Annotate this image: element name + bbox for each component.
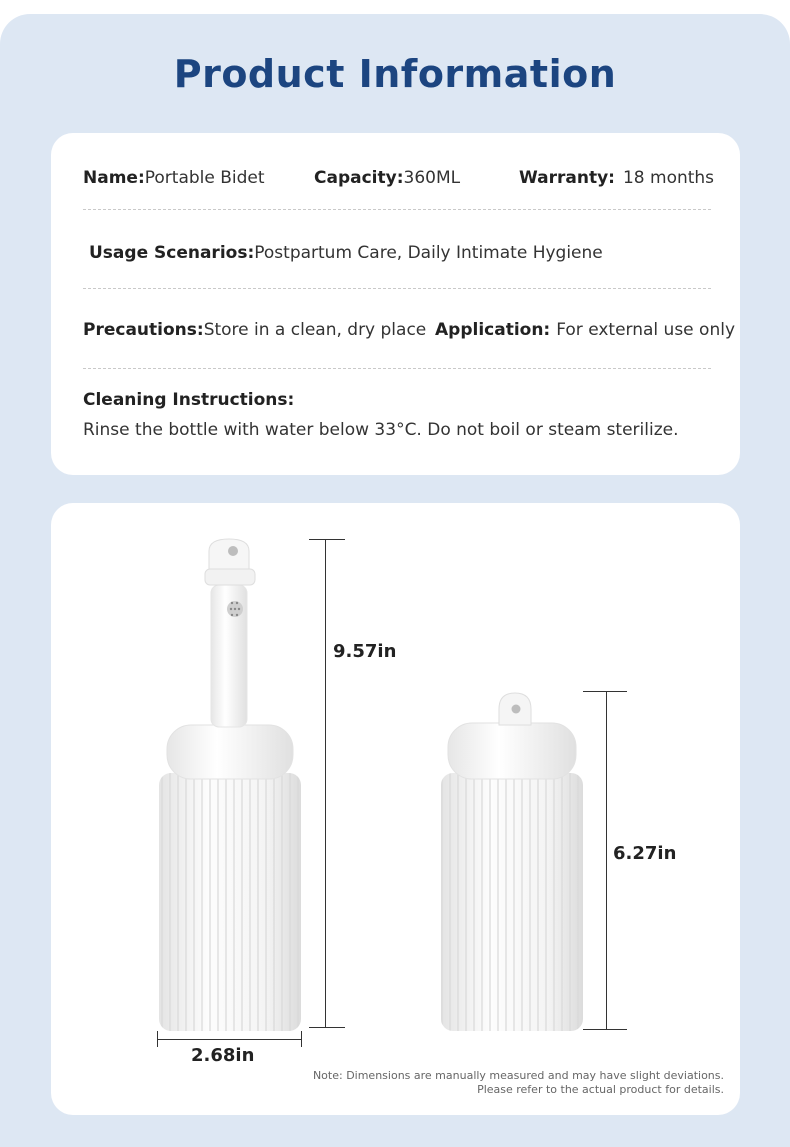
warranty-label: Warranty: xyxy=(519,168,615,188)
spec-name xyxy=(83,168,265,188)
dimension-tick xyxy=(301,1031,302,1047)
extended-height-label: 9.57in xyxy=(333,641,397,662)
name-value: Portable Bidet xyxy=(144,168,265,188)
spec-usage xyxy=(89,243,603,263)
dimension-line xyxy=(606,691,607,1029)
page-title: Product Information xyxy=(173,52,617,96)
dimension-tick xyxy=(309,1027,345,1028)
application-label: Application: xyxy=(435,320,551,340)
capacity-value: 360ML xyxy=(403,168,461,188)
precautions-label: Precautions: xyxy=(83,320,204,340)
bidet-bottle-closed xyxy=(441,693,583,1031)
dimension-note xyxy=(313,1069,724,1097)
spec-precautions xyxy=(83,320,426,340)
dimension-tick xyxy=(309,539,345,540)
closed-height-label: 6.27in xyxy=(613,843,677,864)
product-illustration xyxy=(51,503,740,1115)
spec-warranty xyxy=(519,168,714,188)
cleaning-text: Rinse the bottle with water below 33°C. Do not boil or steam sterilize. xyxy=(83,420,679,440)
usage-value: Postpartum Care, Daily Intimate Hygiene xyxy=(254,243,603,263)
note-line-2: Please refer to the actual product for details. xyxy=(477,1083,724,1096)
divider xyxy=(83,209,711,210)
warranty-value: 18 months xyxy=(622,168,715,188)
note-line-1: Note: Dimensions are manually measured and may have slight deviations. xyxy=(312,1069,724,1082)
application-value: For external use only xyxy=(556,320,736,340)
bidet-bottle-extended xyxy=(159,539,301,1031)
dimension-tick xyxy=(583,691,627,692)
divider xyxy=(83,288,711,289)
name-label: Name: xyxy=(83,168,145,188)
product-image-card xyxy=(51,503,740,1115)
dimension-line xyxy=(157,1039,302,1040)
capacity-label: Capacity: xyxy=(314,168,404,188)
info-card xyxy=(51,133,740,475)
cleaning-heading xyxy=(83,390,294,410)
dimension-tick xyxy=(583,1029,627,1030)
precautions-value: Store in a clean, dry place xyxy=(203,320,427,340)
dimension-line xyxy=(325,539,326,1027)
divider xyxy=(83,368,711,369)
spec-capacity xyxy=(314,168,460,188)
spec-application xyxy=(435,320,735,340)
usage-label: Usage Scenarios: xyxy=(89,243,255,263)
cleaning-label: Cleaning Instructions: xyxy=(83,390,295,410)
width-label: 2.68in xyxy=(191,1045,255,1066)
